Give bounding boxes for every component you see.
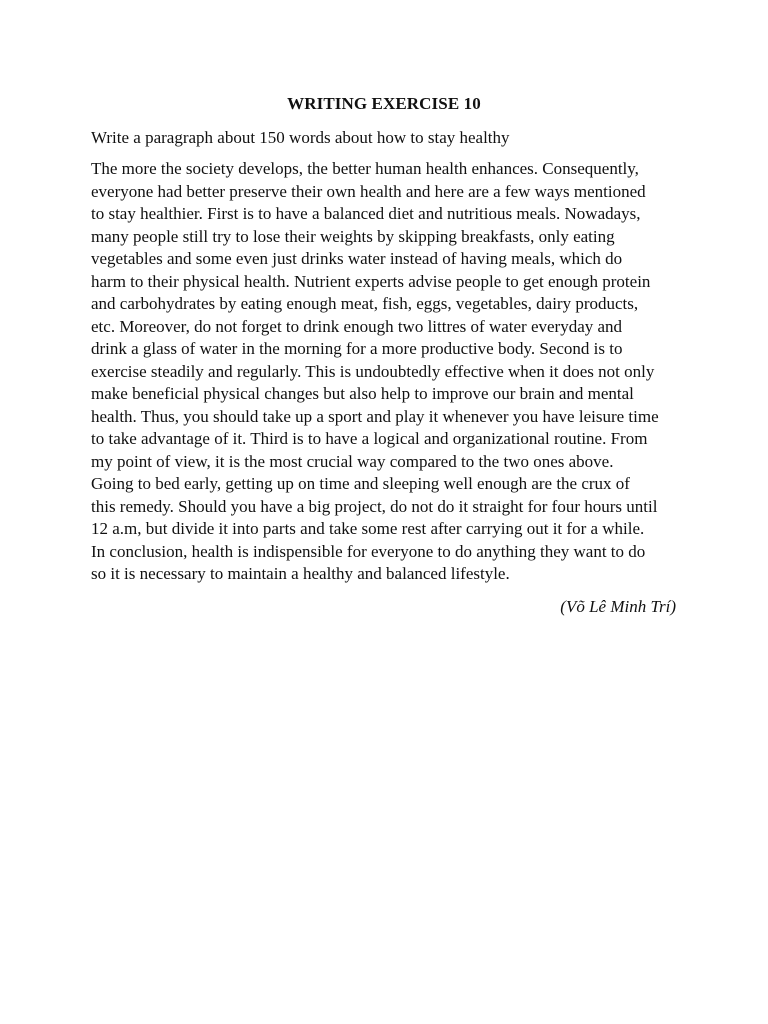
paragraph-line: harm to their physical health. Nutrient experts advise people to get enough protein (91, 271, 651, 291)
paragraph-line: Going to bed early, getting up on time and sleeping well enough are the crux of (91, 474, 630, 493)
paragraph-line: drink a glass of water in the morning for a more productive body. Second is to (91, 339, 623, 358)
paragraph-line: everyone had better preserve their own health and here are a few ways mentioned (91, 181, 646, 201)
paragraph-line: 12 a.m, but divide it into parts and take some rest after carrying out it for a while. (91, 519, 645, 538)
paragraph-line: etc. Moreover, do not forget to drink enough two littres of water everyday and (91, 316, 623, 336)
exercise-prompt: Write a paragraph about 150 words about how to stay healthy (91, 128, 510, 147)
paragraph-line: exercise steadily and regularly. This is undoubtedly effective when it does not only (91, 361, 655, 381)
essay-paragraph (91, 158, 691, 586)
paragraph-line: many people still try to lose their weights by skipping breakfasts, only eating (91, 226, 615, 246)
paragraph-line: vegetables and some even just drinks water instead of having meals, which do (91, 249, 623, 268)
paragraph-line: so it is necessary to maintain a healthy and balanced lifestyle. (91, 564, 510, 583)
paragraph-line: my point of view, it is the most crucial way compared to the two ones above. (91, 451, 614, 471)
paragraph-line: and carbohydrates by eating enough meat, fish, eggs, vegetables, dairy products, (91, 294, 639, 313)
paragraph-line: The more the society develops, the better human health enhances. Consequently, (91, 159, 639, 178)
document-title: WRITING EXERCISE 10 (287, 94, 481, 113)
paragraph-line: health. Thus, you should take up a sport and play it whenever you have leisure time (91, 406, 659, 426)
author-signature: (Võ Lê Minh Trí) (560, 597, 676, 616)
paragraph-line: to take advantage of it. Third is to have a logical and organizational routine. From (91, 429, 648, 448)
paragraph-line: this remedy. Should you have a big project, do not do it straight for four hours until (91, 496, 658, 516)
paragraph-line: to stay healthier. First is to have a balanced diet and nutritious meals. Nowadays, (91, 204, 641, 223)
paragraph-line: In conclusion, health is indispensible for everyone to do anything they want to do (91, 541, 646, 561)
paragraph-line: make beneficial physical changes but also help to improve our brain and mental (91, 384, 634, 403)
